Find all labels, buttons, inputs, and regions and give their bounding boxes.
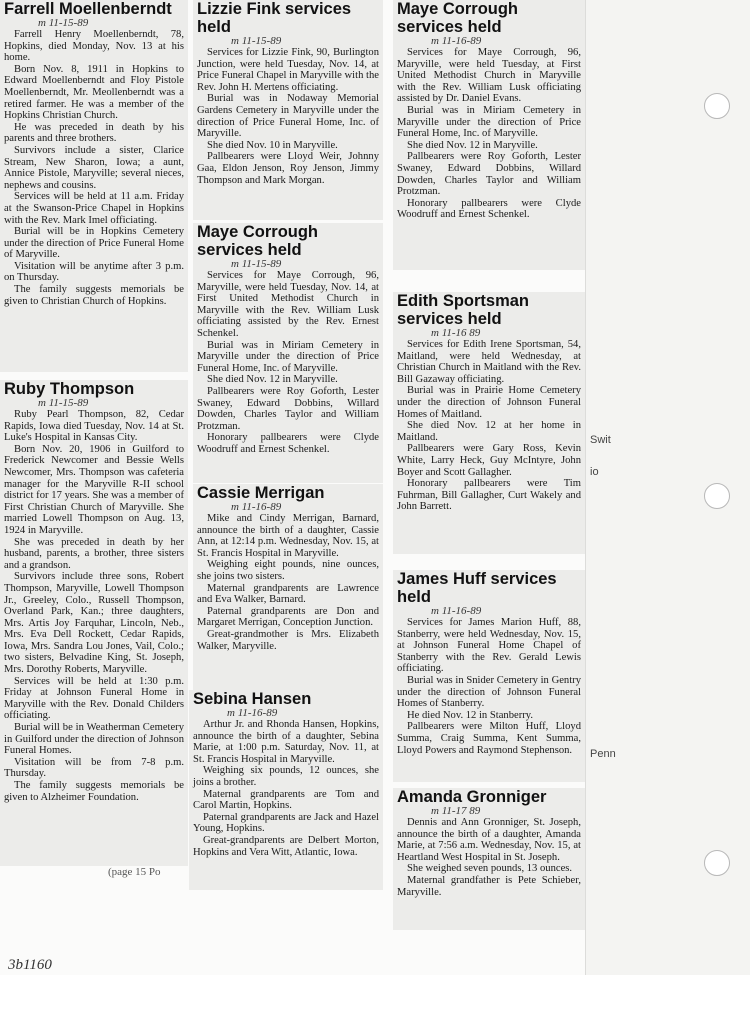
clipping-headline: Cassie Merrigan <box>197 484 325 502</box>
clipping-paragraph: Maternal grandfather is Pete Schieber, Maryville. <box>397 874 581 898</box>
clipping-paragraph: Maternal grandparents are Lawrence and Eva Walker, Barnard. <box>197 582 379 606</box>
clipping-paragraph: He was preceded in death by his parents and three brothers. <box>4 121 184 145</box>
clipping-paragraph: Honorary pallbearers were Tim Fuhrman, Bill Gallagher, Curt Wakely and John Barrett. <box>397 478 581 513</box>
clipping-paragraph: Born Nov. 20, 1906 in Guilford to Frederick Newcomer and Bessie Wells Newcomer, Mrs. Thompson was cafeteria manager for the Maryville R-II school district for 17 years. She was a member of First Christian Church of Maryville. She married Lowell Thompson on Aug. 13, 1924 in Maryville. <box>4 443 184 536</box>
handwritten-date: m 11-17 89 <box>431 805 481 817</box>
clipping <box>393 570 585 782</box>
clipping-paragraph: Services for Maye Corrough, 96, Maryville, were held Tuesday, at First United Methodist Church in Maryville with the Rev. William Lusk officiating assisted by Dr. Daniel Evans. <box>397 47 581 105</box>
binder-hole <box>704 483 730 509</box>
clipping-paragraph: Services will be held at 11 a.m. Friday at the Swanson-Price Chapel in Hopkins with the Rev. Mark Imel officiating. <box>4 191 184 226</box>
clipping-paragraph: Burial was in Prairie Home Cemetery under the direction of Johnson Funeral Homes of Maitland. <box>397 385 581 420</box>
clipping-paragraph: She was preceded in death by her husband, parents, a brother, three sisters and a grandson. <box>4 536 184 571</box>
clipping-paragraph: Born Nov. 8, 1911 in Hopkins to Edward Moellenberndt and Floy Pistole Moellenberndt, Mr. Meollenberndt was a retired farmer. He was a member of the Hopkins Christian Church. <box>4 63 184 122</box>
clipping-paragraph: Weighing eight pounds, nine ounces, she joins two sisters. <box>197 559 379 582</box>
clipping-headline: Sebina Hansen <box>193 690 312 708</box>
clipping-paragraph: Burial was in Miriam Cemetery in Maryville under the direction of Price Funeral Home, Inc. of Maryville. <box>197 339 379 374</box>
clipping-paragraph: Burial was in Nodaway Memorial Gardens Cemetery in Maryville under the direction of Price Funeral Home, Inc. of Maryville. <box>197 93 379 140</box>
clipping-paragraph: Survivors include a sister, Clarice Stream, New Sharon, Iowa; a aunt, Annice Pistole, Maryville; several nieces, nephews and cousins. <box>4 144 184 191</box>
clipping-paragraph: Paternal grandparents are Don and Margaret Merrigan, Conception Junction. <box>197 605 379 629</box>
binder-hole <box>704 93 730 119</box>
clipping <box>193 0 383 220</box>
binder-hole <box>704 850 730 876</box>
clipping-paragraph: Pallbearers were Roy Goforth, Lester Swaney, Edward Dobbins, Willard Dowden, Charles Taylor and William Protzman. <box>397 151 581 198</box>
clipping-paragraph: Services for Lizzie Fink, 90, Burlington Junction, were held Tuesday, Nov. 14, at Price Funeral Chapel in Maryville with the Rev. John H. Mertens officiating. <box>197 47 379 93</box>
clipping-paragraph: She died Nov. 12 in Maryville. <box>407 139 538 151</box>
page-note: (page 15 Po <box>108 866 161 878</box>
clipping <box>189 690 383 890</box>
handwritten-date: m 11-16-89 <box>431 605 482 617</box>
clipping-paragraph: He died Nov. 12 in Stanberry. <box>407 709 534 721</box>
clipping-paragraph: Maternal grandparents are Tom and Carol Martin, Hopkins. <box>193 788 379 812</box>
clipping-paragraph: She died Nov. 10 in Maryville. <box>207 139 338 151</box>
clipping-paragraph: Services for Maye Corrough, 96, Maryville, were held Tuesday, Nov. 14, at First United Methodist Church in Maryville with the Rev. William Lusk officiating assisted by the Rev. Ernest Schenkel. <box>197 270 379 339</box>
handwritten-date: m 11-15-89 <box>231 35 282 47</box>
clipping-paragraph: Services for Edith Irene Sportsman, 54, Maitland, were held Wednesday, at Christian Church in Maitland with the Rev. Bill Gazaway officiating. <box>397 339 581 385</box>
clipping-paragraph: Great-grandparents are Delbert Morton, Hopkins and Vera Witt, Atlantic, Iowa. <box>193 834 379 858</box>
clipping <box>0 0 188 372</box>
clipping-headline: James Huff services held <box>397 570 557 606</box>
clipping <box>393 292 585 554</box>
handwritten-date: m 11-16-89 <box>227 707 278 719</box>
side-annotation: Swit <box>590 434 611 446</box>
clipping-paragraph: She weighed seven pounds, 13 ounces. <box>407 863 573 875</box>
clipping-paragraph: Services for James Marion Huff, 88, Stanberry, were held Wednesday, Nov. 15, at Johnson Funeral Home Chapel of Stanberry with the Rev. Gerald Lewis officiating. <box>397 617 581 675</box>
clipping-paragraph: Arthur Jr. and Rhonda Hansen, Hopkins, announce the birth of a daughter, Sebina Marie, at 1:00 p.m. Saturday, Nov. 11, at St. Francis Hospital in Maryville. <box>193 719 379 765</box>
clipping-headline: Edith Sportsman services held <box>397 292 530 328</box>
side-annotation: Penn <box>590 748 616 760</box>
clipping-paragraph: Burial will be in Weatherman Cemetery in Guilford under the direction of Johnson Funeral Homes. <box>4 722 184 757</box>
clipping-headline: Maye Corrough services held <box>397 0 519 36</box>
clipping <box>393 788 585 930</box>
clipping-paragraph: Weighing six pounds, 12 ounces, she joins a brother. <box>193 765 379 788</box>
clipping-headline: Lizzie Fink services held <box>197 0 352 36</box>
clipping-paragraph: Burial was in Snider Cemetery in Gentry under the direction of Johnson Funeral Homes of Stanberry. <box>397 674 581 710</box>
clipping-paragraph: The family suggests memorials be given to Alzheimer Foundation. <box>4 780 184 803</box>
clipping <box>0 380 188 866</box>
clipping-paragraph: The family suggests memorials be given to Christian Church of Hopkins. <box>4 284 184 307</box>
clipping-paragraph: Ruby Pearl Thompson, 82, Cedar Rapids, Iowa died Tuesday, Nov. 14 at St. Luke's Hospital in Kansas City. <box>4 409 184 444</box>
clipping-paragraph: Paternal grandparents are Jack and Hazel Young, Hopkins. <box>193 811 379 835</box>
handwritten-date: m 11-16-89 <box>431 35 482 47</box>
clipping-paragraph: Mike and Cindy Merrigan, Barnard, announce the birth of a daughter, Cassie Ann, at 12:14 p.m. Wednesday, Nov. 15, at St. Francis Hospital in Maryville. <box>197 513 379 559</box>
clipping-headline: Maye Corrough services held <box>197 223 319 259</box>
clipping-paragraph: Dennis and Ann Gronniger, St. Joseph, announce the birth of a daughter, Amanda Marie, at 7:56 a.m. Wednesday, Nov. 15, at Heartland West Hospital in St. Joseph. <box>397 817 581 863</box>
side-annotation: io <box>590 466 599 478</box>
handwritten-date: m 11-16 89 <box>431 327 481 339</box>
clipping-paragraph: Burial was in Miriam Cemetery in Maryville under the direction of Price Funeral Home, Inc. of Maryville. <box>397 104 581 140</box>
clipping-paragraph: Visitation will be anytime after 3 p.m. on Thursday. <box>4 260 184 284</box>
clipping-paragraph: Pallbearers were Lloyd Weir, Johnny Gaa, Eldon Jenson, Roy Jenson, Jimmy Thompson and Mark Morgan. <box>197 151 379 186</box>
clipping-paragraph: She died Nov. 12 in Maryville. <box>207 374 338 386</box>
clipping-headline: Farrell Moellenberndt <box>4 0 172 18</box>
handwritten-catalog-number: 3b1160 <box>8 957 52 973</box>
clipping-paragraph: Honorary pallbearers were Clyde Woodruff and Ernest Schenkel. <box>197 432 379 455</box>
handwritten-date: m 11-15-89 <box>38 17 89 29</box>
handwritten-date: m 11-15-89 <box>231 258 282 270</box>
clipping-paragraph: Great-grandmother is Mrs. Elizabeth Walker, Maryville. <box>197 628 379 652</box>
handwritten-date: m 11-15-89 <box>38 397 89 409</box>
clipping-paragraph: Visitation will be from 7-8 p.m. Thursday. <box>4 756 184 780</box>
clipping-paragraph: Survivors include three sons, Robert Thompson, Maryville, Lowell Thompson Jr., Greeley, Colo., Russell Thompson, Overland Park, Kan.; three daughters, Mrs. Artis Joy Farquhar, Lincoln, Neb., Mrs. Eva Dell Rockett, Cedar Rapids, Iowa, Mrs. Sandra Lou Jones, Vail, Colo.; two sisters, Belvadine King, St. Joseph, Mrs. Dorothy Roberts, Maryville. <box>4 571 184 676</box>
clipping-paragraph: Honorary pallbearers were Clyde Woodruff and Ernest Schenkel. <box>397 197 581 221</box>
clipping-paragraph: Farrell Henry Moellenberndt, 78, Hopkins, died Monday, Nov. 13 at his home. <box>4 29 184 64</box>
clipping-paragraph: Pallbearers were Gary Ross, Kevin White, Larry Heck, Guy McIntyre, John Boyer and Scott Gallagher. <box>397 443 581 478</box>
clipping-paragraph: Services will be held at 1:30 p.m. Friday at Johnson Funeral Home in Maryville with the Rev. Donald Childers officiating. <box>4 675 184 722</box>
handwritten-date: m 11-16-89 <box>231 501 282 513</box>
clipping-headline: Ruby Thompson <box>4 380 135 398</box>
clipping <box>193 223 383 483</box>
clipping-headline: Amanda Gronniger <box>397 788 547 806</box>
clipping-paragraph: Burial will be in Hopkins Cemetery under the direction of Price Funeral Home of Maryville. <box>4 226 184 261</box>
clipping <box>193 484 383 690</box>
clipping <box>393 0 585 270</box>
clipping-paragraph: Pallbearers were Roy Goforth, Lester Swaney, Edward Dobbins, Willard Dowden, Charles Taylor and William Protzman. <box>197 385 379 432</box>
clipping-paragraph: She died Nov. 12 at her home in Maitland. <box>397 420 581 443</box>
clipping-paragraph: Pallbearers were Milton Huff, Lloyd Summa, Craig Summa, Kent Summa, Lloyd Powers and Raymond Stephenson. <box>397 721 581 756</box>
